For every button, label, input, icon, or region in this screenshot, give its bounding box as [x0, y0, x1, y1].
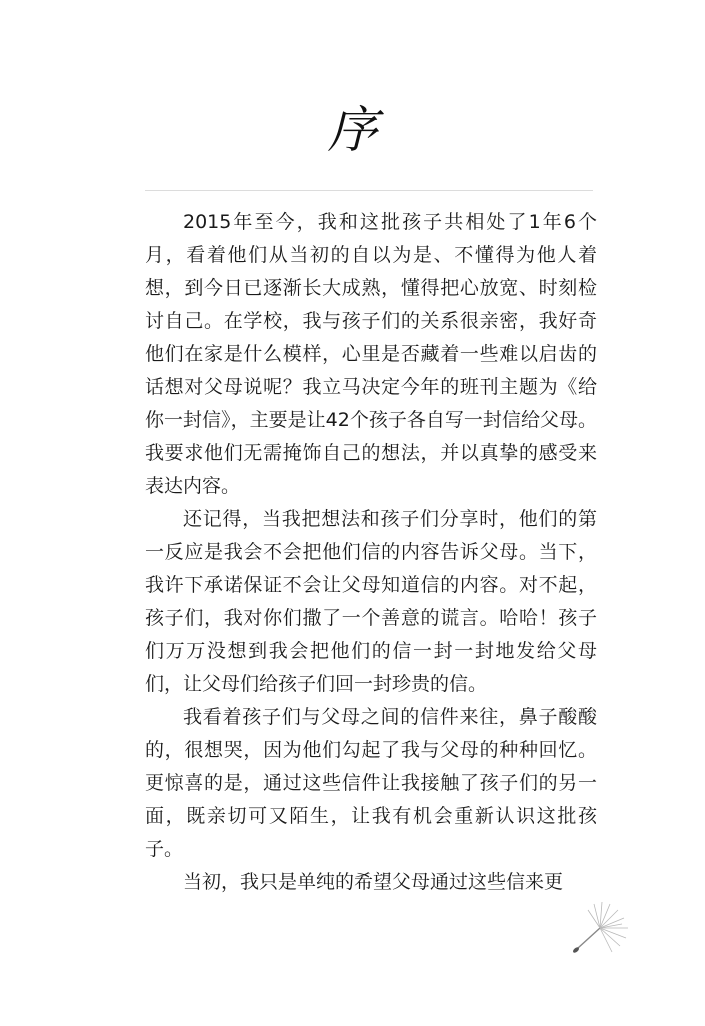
title-divider: [145, 190, 593, 191]
paragraph-1: 2015年至今，我和这批孩子共相处了1年6个月，看着他们从当初的自以为是、不懂得为他人着想，到今日已逐渐长大成熟，懂得把心放宽、时刻检讨自己。在学校，我与孩子们的关系很亲密，我好奇他们在家是什么模样，心里是否藏着一些难以启齿的话想对父母说呢？我立马决定今年的班刊主题为《给你一封信》，主要是让42个孩子各自写一封信给父母。我要求他们无需掩饰自己的想法，并以真挚的感受来表达内容。: [145, 211, 597, 497]
dandelion-seed-icon: [560, 896, 640, 966]
paragraph-4: 当初，我只是单纯的希望父母通过这些信来更: [183, 871, 564, 893]
page-title: 序: [327, 101, 378, 159]
preface-body: [145, 206, 597, 899]
paragraph-2: 还记得，当我把想法和孩子们分享时，他们的第一反应是我会不会把他们信的内容告诉父母。当下，我许下承诺保证不会让父母知道信的内容。对不起，孩子们，我对你们撒了一个善意的谎言。哈哈！孩子们万万没想到我会把他们的信一封一封地发给父母们，让父母们给孩子们回一封珍贵的信。: [145, 508, 597, 695]
paragraph-3: 我看着孩子们与父母之间的信件来往，鼻子酸酸的，很想哭，因为他们勾起了我与父母的种种回忆。更惊喜的是，通过这些信件让我接触了孩子们的另一面，既亲切可又陌生，让我有机会重新认识这批孩子。: [145, 706, 597, 860]
